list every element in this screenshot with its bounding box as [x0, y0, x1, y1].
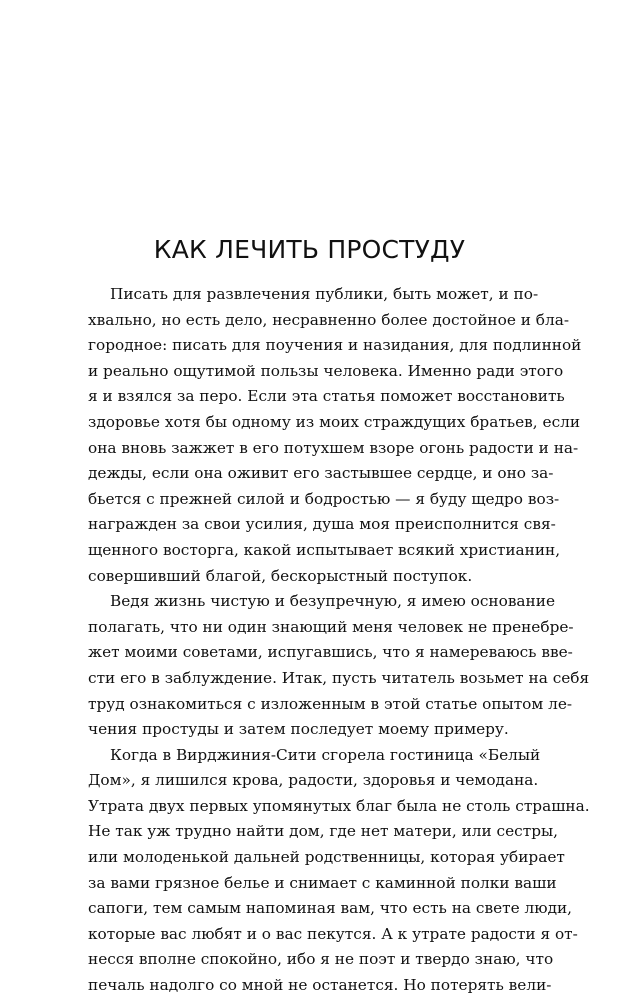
text-line: Ведя жизнь чистую и безупречную, я имею основание — [110, 592, 555, 611]
text-line: дежды, если она оживит его застывшее сердце, и оно за- — [88, 464, 554, 483]
text-line: здоровье хотя бы одному из моих страждущих братьев, если — [88, 412, 581, 431]
chapter-title: КАК ЛЕЧИТЬ ПРОСТУДУ — [153, 235, 466, 264]
text-line: труд ознакомиться с изложенным в этой статье опытом ле- — [88, 694, 573, 713]
text-line: или молоденькой дальней родственницы, которая убирает — [88, 848, 565, 867]
text-line: я и взялся за перо. Если эта статья поможет восстановить — [88, 387, 565, 406]
text-line: сапоги, тем самым напоминая вам, что есть на свете люди, — [88, 899, 573, 918]
text-line: совершивший благой, бескорыстный поступок. — [88, 566, 473, 585]
chapter-body-text — [88, 282, 590, 999]
text-line: Дом», я лишился крова, радости, здоровья и чемодана. — [88, 771, 539, 790]
text-line: сти его в заблуждение. Итак, пусть читатель возьмет на себя — [88, 668, 590, 687]
text-line: она вновь зажжет в его потухшем взоре огонь радости и на- — [88, 438, 579, 457]
text-line: Когда в Вирджиния-Сити сгорела гостиница «Белый — [110, 745, 541, 764]
text-line: полагать, что ни один знающий меня человек не пренебре- — [88, 617, 574, 636]
text-line: награжден за свои усилия, душа моя преисполнится свя- — [88, 515, 556, 534]
text-line: Писать для развлечения публики, быть может, и по- — [110, 285, 539, 303]
text-line: чения простуды и затем последует моему примеру. — [88, 720, 509, 739]
text-line: Утрата двух первых упомянутых благ была не столь страшна. — [88, 796, 590, 815]
text-line: жет моими советами, испугавшись, что я намереваюсь вве- — [88, 643, 573, 662]
text-line: городное: писать для поучения и назидания, для подлинной — [88, 336, 582, 355]
text-line: несся вполне спокойно, ибо я не поэт и твердо знаю, что — [88, 950, 554, 969]
text-line: и реально ощутимой пользы человека. Именно ради этого — [88, 361, 564, 380]
text-line: щенного восторга, какой испытывает всякий христианин, — [88, 540, 561, 559]
text-line: печаль надолго со мной не останется. Но потерять вели- — [88, 976, 552, 995]
text-line: бьется с прежней силой и бодростью — я буду щедро воз- — [88, 489, 560, 508]
text-line: за вами грязное белье и снимает с каминной полки ваши — [88, 873, 557, 892]
text-line: Не так уж трудно найти дом, где нет матери, или сестры, — [88, 822, 559, 841]
text-line: которые вас любят и о вас пекутся. А к утрате радости я от- — [88, 924, 578, 943]
text-line: хвально, но есть дело, несравненно более достойное и бла- — [88, 310, 570, 329]
